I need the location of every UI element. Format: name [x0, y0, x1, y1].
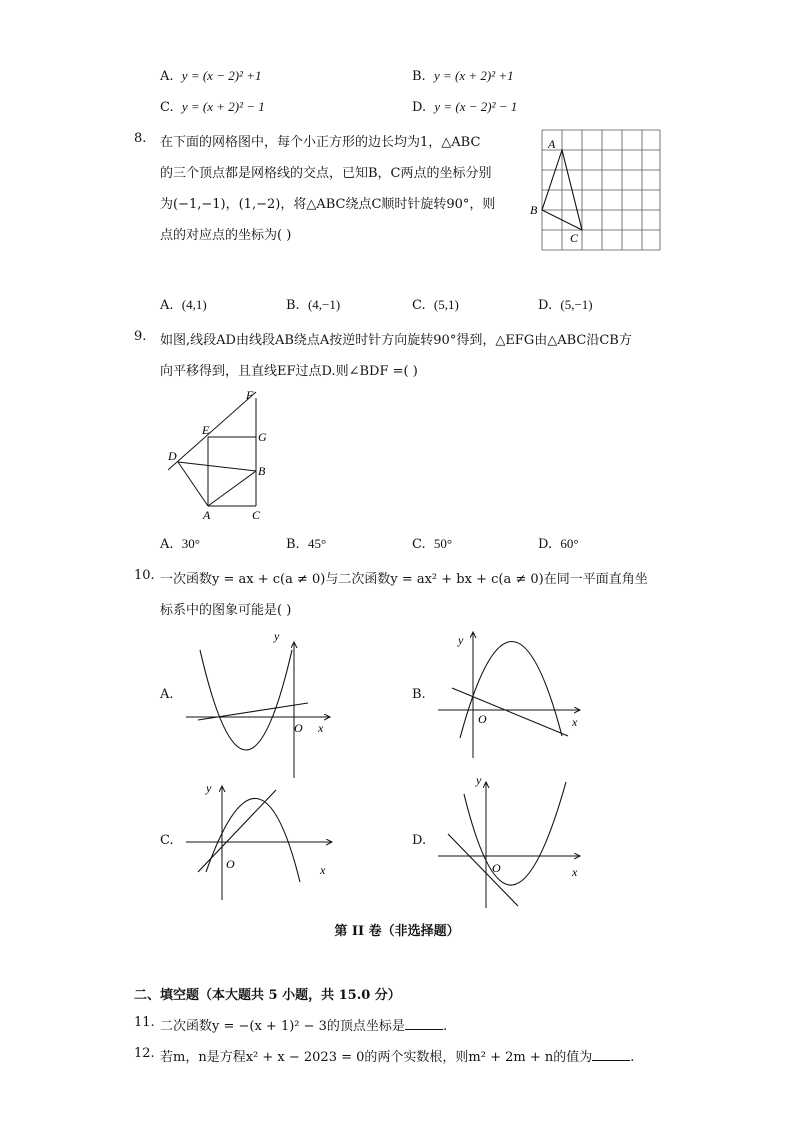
- q9-label-d: D: [168, 449, 177, 463]
- q10-graph-a-letter[interactable]: A.: [160, 687, 174, 702]
- q12-text: 若m，n是方程x² + x − 2023 = 0的两个实数根，则m² + 2m + n的值为: [160, 1050, 593, 1065]
- q9-option-c[interactable]: C. 50°: [412, 536, 453, 552]
- q10-c-y-label: y: [206, 781, 212, 795]
- q10-b-origin: O: [478, 712, 487, 726]
- q8-line-1: 在下面的网格图中，每个小正方形的边长均为1，△ABC: [160, 135, 481, 150]
- q10-graph-a: [180, 628, 340, 788]
- q11-number: 11.: [134, 1015, 155, 1030]
- q8-grid-figure: [528, 126, 664, 254]
- q12-row: 若m，n是方程x² + x − 2023 = 0的两个实数根，则m² + 2m + n的值为 .: [160, 1050, 635, 1065]
- q10-number: 10.: [134, 568, 155, 583]
- q7-option-a[interactable]: A. y = (x − 2)² +1: [160, 68, 262, 84]
- fill-in-header: 二、填空题（本大题共 5 小题，共 15.0 分）: [134, 988, 401, 1003]
- q7-option-b[interactable]: B. y = (x + 2)² +1: [412, 68, 514, 84]
- q10-d-y-label: y: [476, 773, 482, 787]
- q10-b-x-label: x: [572, 715, 578, 729]
- q7-option-a-text: y = (x − 2)² +1: [181, 68, 262, 83]
- q8-option-b[interactable]: B. (4,−1): [286, 297, 341, 313]
- q9-label-b: B: [258, 464, 266, 478]
- q9-seg-da: [178, 462, 208, 506]
- q9-number: 9.: [134, 329, 147, 344]
- q7-option-d-text: y = (x − 2)² − 1: [434, 99, 518, 114]
- q7-option-b-text: y = (x + 2)² +1: [433, 68, 514, 83]
- q10-d-origin: O: [492, 861, 501, 875]
- section-2-title: 第 II 卷（非选择题）: [334, 924, 460, 939]
- q9-line-2: 向平移得到，且直线EF过点D.则∠BDF =( ): [160, 364, 418, 379]
- q9-option-a[interactable]: A. 30°: [160, 536, 200, 552]
- q10-graph-d-letter[interactable]: D.: [412, 833, 427, 848]
- q10-line-2: 标系中的图象可能是( ): [160, 603, 292, 618]
- q8-line-2: 的三个顶点都是网格线的交点，已知B，C两点的坐标分别: [160, 166, 492, 181]
- q9-figure: [160, 386, 280, 526]
- q8-line-4: 点的对应点的坐标为( ): [160, 228, 292, 243]
- q9-label-e: E: [202, 423, 210, 437]
- q10-a-origin: O: [294, 721, 303, 735]
- q12-number: 12.: [134, 1046, 155, 1061]
- q10-a-x-label: x: [318, 721, 324, 735]
- q9-line-1: 如图,线段AD由线段AB绕点A按逆时针方向旋转90°得到，△EFG由△ABC沿CB方: [160, 333, 632, 348]
- q9-label-a: A: [203, 508, 211, 522]
- q10-b-line: [452, 688, 568, 736]
- q7-option-d[interactable]: D. y = (x − 2)² − 1: [412, 99, 518, 115]
- q7-option-c[interactable]: C. y = (x + 2)² − 1: [160, 99, 265, 115]
- q9-seg-ab: [208, 471, 256, 506]
- q10-c-parabola: [206, 798, 300, 882]
- q7-option-c-text: y = (x + 2)² − 1: [181, 99, 265, 114]
- q8-option-d[interactable]: D. (5,−1): [538, 297, 593, 313]
- q11-text: 二次函数y = −(x + 1)² − 3的顶点坐标是: [160, 1019, 405, 1034]
- q10-a-parabola: [200, 650, 292, 750]
- q10-graph-b-letter[interactable]: B.: [412, 687, 426, 702]
- q10-b-parabola: [460, 641, 562, 738]
- q9-option-b[interactable]: B. 45°: [286, 536, 327, 552]
- q10-graph-c: [180, 776, 340, 906]
- q9-seg-db: [178, 462, 256, 471]
- q8-line-3: 为(−1,−1)，(1,−2)，将△ABC绕点C顺时针旋转90°，则: [160, 197, 496, 212]
- q9-label-f: F: [246, 388, 254, 402]
- q8-grid-lines: [542, 130, 660, 250]
- q9-label-g: G: [258, 430, 267, 444]
- q10-line-1: 一次函数y = ax + c(a ≠ 0)与二次函数y = ax² + bx + c(a ≠ 0)在同一平面直角坐: [160, 572, 648, 587]
- q10-d-line: [448, 834, 518, 906]
- q8-option-c[interactable]: C. (5,1): [412, 297, 459, 313]
- q10-c-origin: O: [226, 857, 235, 871]
- q12-answer-blank[interactable]: [592, 1050, 630, 1061]
- q11-answer-blank[interactable]: [405, 1019, 443, 1030]
- q9-label-c: C: [252, 508, 261, 522]
- q10-graph-d: [434, 768, 594, 913]
- q8-option-a[interactable]: A. (4,1): [160, 297, 207, 313]
- q8-label-b: B: [530, 203, 538, 217]
- q9-line-ef: [168, 392, 256, 470]
- q10-b-y-label: y: [458, 633, 464, 647]
- q10-a-y-label: y: [274, 629, 280, 643]
- q10-d-parabola: [464, 782, 566, 885]
- q10-c-x-label: x: [320, 863, 326, 877]
- q10-d-x-label: x: [572, 865, 578, 879]
- q9-option-d[interactable]: D. 60°: [538, 536, 579, 552]
- q8-number: 8.: [134, 131, 147, 146]
- q8-label-c: C: [570, 231, 579, 245]
- q10-graph-c-letter[interactable]: C.: [160, 833, 174, 848]
- q10-graph-b: [434, 628, 594, 768]
- q10-c-line: [198, 790, 276, 872]
- q8-label-a: A: [548, 137, 556, 151]
- q11-row: 二次函数y = −(x + 1)² − 3的顶点坐标是 .: [160, 1019, 448, 1034]
